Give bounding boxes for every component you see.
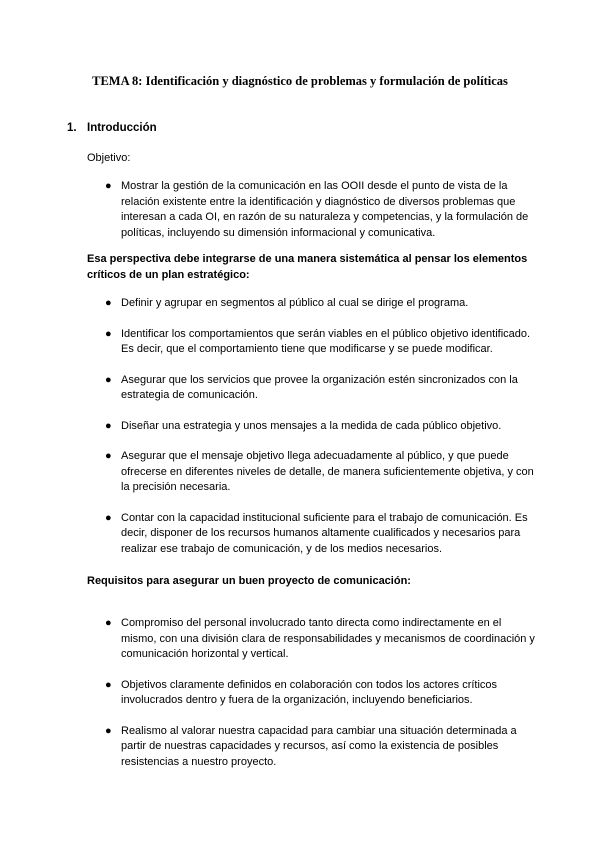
section-number: 1. (67, 122, 77, 134)
list-item (0, 724, 539, 771)
list-item (0, 327, 539, 358)
bullet-icon: ● (105, 327, 112, 340)
list-item (0, 373, 539, 404)
list-item-text: Contar con la capacidad institucional suficiente para el trabajo de comunicación. Es decir, disponer de los recursos humanos altamente cualificados y necesarios para realizar ese trabajo de comunicación, y de los medios necesarios. (121, 511, 528, 555)
list-item-text: Mostrar la gestión de la comunicación en las OOII desde el punto de vista de la relación existente entre la identificación y diagnóstico de diversos problemas que interesan a cada OI, en razón de su naturaleza y competencias, y la formulación de políticas, incluyendo su dimensión informacional y comunicativa. (121, 180, 529, 239)
objetivo-list (0, 179, 539, 241)
requisitos-heading: Requisitos para asegurar un buen proyecto de comunicación: (87, 575, 411, 587)
bullet-icon: ● (105, 724, 112, 737)
list-item-text: Diseñar una estrategia y unos mensajes a la medida de cada público objetivo. (121, 419, 502, 432)
bullet-icon: ● (105, 617, 112, 629)
page-title: TEMA 8: Identificación y diagnóstico de problemas y formulación de políticas (92, 74, 508, 88)
list-item (0, 616, 539, 663)
list-item-text: Identificar los comportamientos que serán viables en el público objetivo identificado. Es decir, que el comportamiento tiene que modificarse y se puede modificar. (121, 327, 531, 355)
bullet-icon: ● (105, 511, 112, 524)
bullet-icon: ● (105, 297, 112, 309)
requisitos-list (0, 616, 539, 770)
list-item (0, 296, 539, 312)
bullet-icon: ● (105, 678, 112, 691)
list-item-text: Asegurar que el mensaje objetivo llega adecuadamente al público, y que puede ofrecerse en diferentes niveles de detalle, de manera suficientemente objetiva, y con la precisión necesaria. (121, 450, 534, 493)
list-item-text: Objetivos claramente definidos en colaboración con todos los actores críticos involucrados dentro y fuera de la organización, incluyendo beneficiarios. (121, 678, 498, 706)
section-title: Introducción (87, 122, 157, 134)
bullet-icon: ● (105, 373, 112, 386)
bullet-icon: ● (105, 180, 112, 192)
perspectiva-list (0, 296, 539, 557)
list-item (0, 678, 539, 709)
list-item-text: Definir y agrupar en segmentos al público al cual se dirige el programa. (121, 297, 469, 309)
list-item-text: Asegurar que los servicios que provee la organización estén sincronizados con la estrategia de comunicación. (121, 373, 518, 401)
perspectiva-heading: Esa perspectiva debe integrarse de una manera sistemática al pensar los elementos críticos de un plan estratégico: (87, 253, 528, 281)
list-item-text: Compromiso del personal involucrado tanto directa como indirectamente en el mismo, con una división clara de responsabilidades y mecanismos de coordinación y comunicación horizontal y vertical. (121, 617, 535, 660)
section-heading (67, 121, 157, 137)
bullet-icon: ● (105, 419, 112, 432)
bullet-icon: ● (105, 450, 112, 462)
list-item (0, 419, 539, 435)
list-item (0, 449, 539, 496)
list-item-text: Realismo al valorar nuestra capacidad para cambiar una situación determinada a partir de nuestras capacidades y recursos, así como la existencia de posibles resistencias a nuestro proyecto. (121, 724, 517, 768)
objetivo-label: Objetivo: (87, 152, 131, 164)
list-item (0, 179, 539, 241)
list-item (0, 511, 539, 558)
